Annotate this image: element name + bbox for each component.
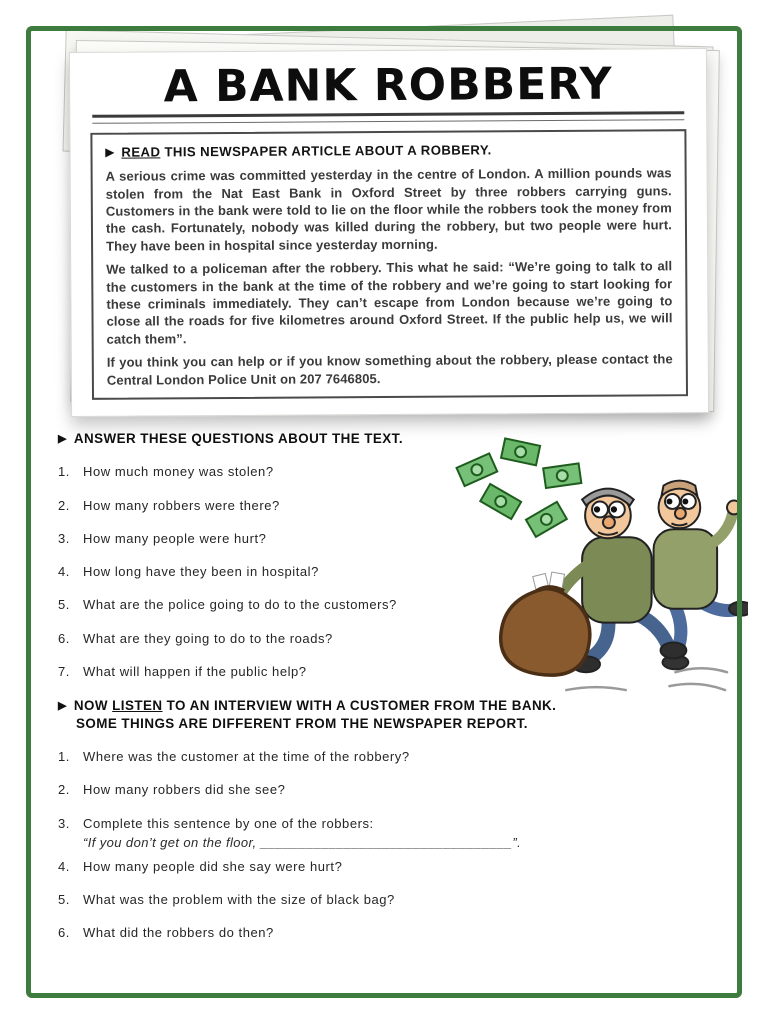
- question-text: How long have they been in hospital?: [83, 564, 319, 580]
- question-text: How many robbers did she see?: [83, 782, 286, 798]
- question-text: What are the police going to do to the customers?: [83, 597, 397, 613]
- article-paragraph-1: A serious crime was committed yesterday in the centre of London. A million pounds was stolen from the Nat East Bank in Oxford Street by three robbers carrying guns. Customers in the bank were told to lie on the floor while the robbers took the money from the cash. Fortunately, nobody was killed during the robbery, but two people were hurt. They have been in hospital since yesterday morning.: [105, 165, 673, 254]
- robbers-cartoon-image: [448, 434, 748, 702]
- question-text: How much money was stolen?: [83, 464, 274, 480]
- question-number: 7.: [58, 663, 70, 679]
- question-number: 3.: [58, 530, 70, 546]
- listening-heading: [58, 697, 710, 732]
- question-number: 3.: [58, 815, 70, 831]
- article-box: [90, 129, 688, 400]
- read-instruction: [105, 141, 671, 159]
- listening-heading-line2: SOME THINGS ARE DIFFERENT FROM THE NEWSPAPER REPORT.: [76, 715, 528, 731]
- text-questions-heading-label: ANSWER THESE QUESTIONS ABOUT THE TEXT.: [73, 431, 403, 447]
- read-instruction-text: THIS NEWSPAPER ARTICLE ABOUT A ROBBERY.: [160, 142, 492, 160]
- question-number: 2.: [58, 497, 70, 513]
- question-number: 4.: [58, 564, 70, 580]
- newspaper-graphic: [70, 50, 708, 415]
- question-number: 2.: [58, 782, 70, 798]
- question-number: 6.: [58, 630, 70, 646]
- question-number: 5.: [58, 597, 70, 613]
- bullet-arrow-icon: ▶: [58, 700, 67, 713]
- banknotes-icon: [457, 438, 582, 536]
- question-item: [58, 782, 710, 798]
- listening-heading-post: TO AN INTERVIEW WITH A CUSTOMER FROM THE BANK.: [162, 698, 557, 714]
- listen-word: LISTEN: [112, 698, 163, 714]
- question-text: How many robbers were there?: [83, 497, 280, 513]
- read-word: READ: [121, 144, 161, 160]
- question-text: Complete this sentence by one of the robbers:: [83, 815, 374, 831]
- question-number: 5.: [58, 892, 70, 908]
- question-item: [58, 859, 710, 875]
- question-number: 4.: [58, 858, 70, 874]
- question-number: 6.: [58, 925, 70, 941]
- question-text: What was the problem with the size of black bag?: [83, 892, 395, 908]
- question-text: What will happen if the public help?: [83, 663, 307, 679]
- question-item: [58, 816, 710, 832]
- newspaper-title: A BANK ROBBERY: [163, 58, 613, 113]
- question-item: [58, 749, 710, 765]
- masthead-rule: [92, 111, 684, 124]
- question-text: What are they going to do to the roads?: [83, 630, 333, 646]
- question-text: Where was the customer at the time of the robbery?: [83, 749, 410, 765]
- question-text: How many people did she say were hurt?: [83, 858, 343, 874]
- listening-heading-pre: NOW: [73, 698, 113, 714]
- paper-sheet-main: [69, 48, 709, 417]
- article-paragraph-2: We talked to a policeman after the robbery. This what he said: “We’re going to talk to all the customers in the bank at the time of the robbery and we’re going to start looking for these criminals immediately. They can’t escape from London because we’re going to close all the roads for five kilometres around Oxford Street. If the public help us, we will catch them”.: [106, 258, 673, 347]
- question-number: 1.: [58, 464, 70, 480]
- bullet-arrow-icon: ▶: [105, 146, 115, 159]
- fill-in-blank-sentence: “If you don’t get on the floor, _________________________________”.: [83, 834, 522, 850]
- question-text: How many people were hurt?: [83, 530, 267, 546]
- bullet-arrow-icon: ▶: [58, 433, 67, 446]
- question-number: 1.: [58, 749, 70, 765]
- article-paragraph-3: If you think you can help or if you know something about the robbery, please contact the Central London Police Unit on 207 7646805.: [106, 351, 673, 388]
- question-text: What did the robbers do then?: [83, 925, 274, 941]
- question-item: [58, 892, 710, 908]
- listening-questions-list: [58, 749, 710, 942]
- question-item: [58, 925, 710, 941]
- money-sack-icon: [501, 572, 590, 675]
